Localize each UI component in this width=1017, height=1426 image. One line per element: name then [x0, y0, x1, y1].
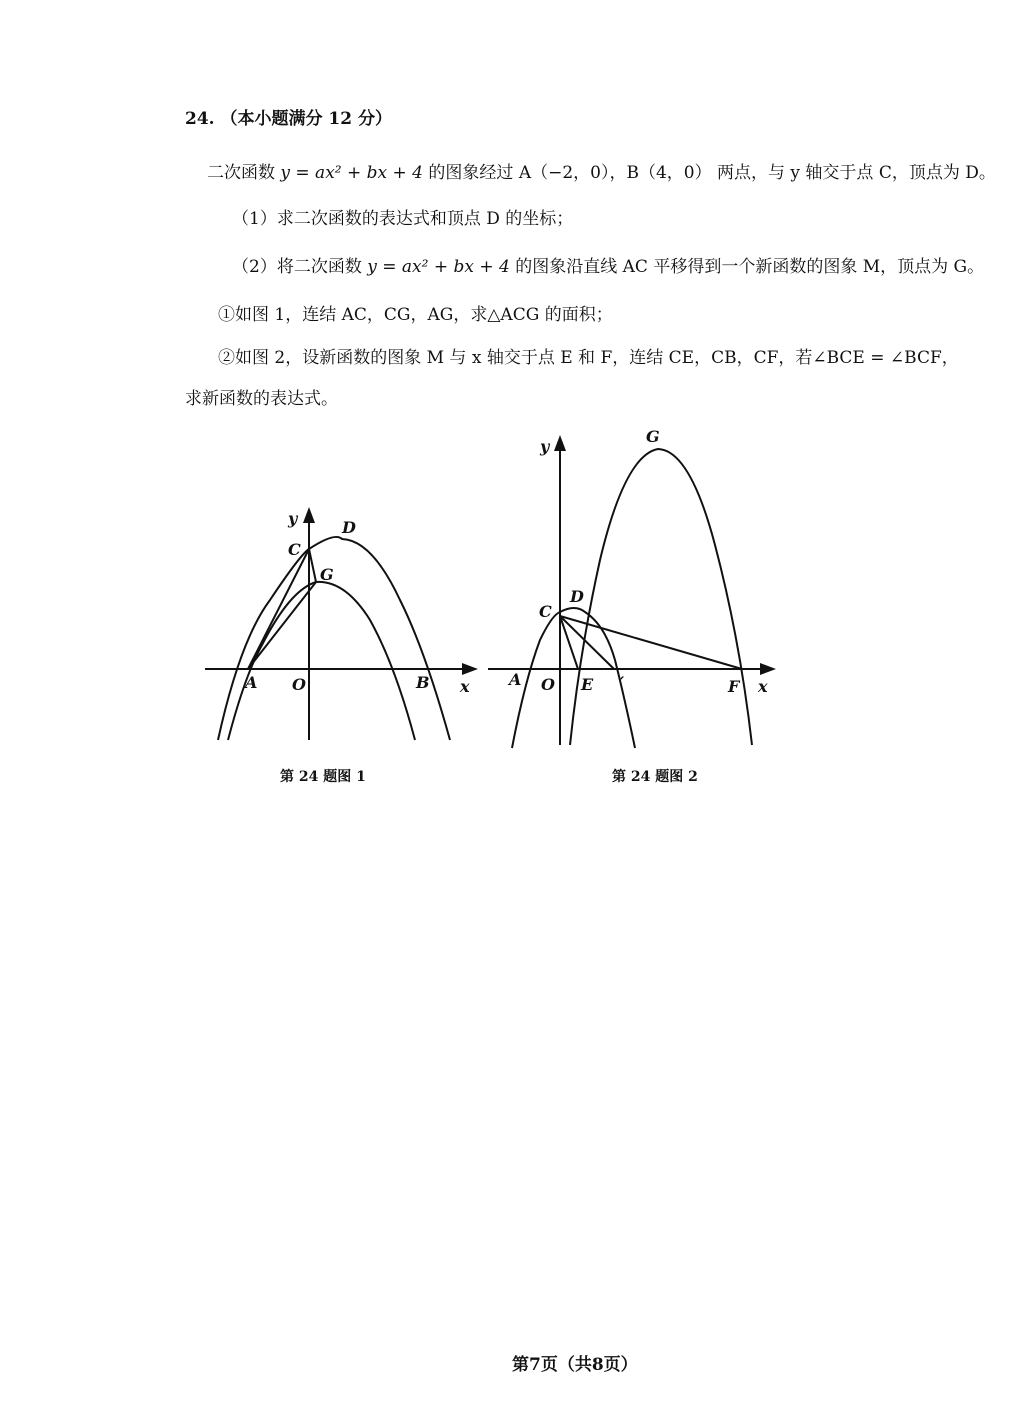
- page-footer: 第7页（共8页）: [512, 1355, 638, 1375]
- fig1-label-b: B: [416, 673, 430, 692]
- fig2-x-arrow: [760, 663, 776, 675]
- fig1-label-x: x: [460, 677, 470, 696]
- problem-points: （本小题满分 12 分）: [220, 109, 392, 129]
- stem-text-a: 二次函数: [207, 163, 281, 183]
- fig1-label-d: D: [342, 518, 356, 537]
- fig2-y-arrow: [554, 435, 566, 451]
- fig2-label-b: ′: [620, 673, 625, 692]
- fig1-label-g: G: [320, 565, 334, 584]
- q2-text-b: 的图象沿直线 AC 平移得到一个新函数的图象 M，顶点为 G。: [509, 257, 985, 277]
- stem-formula: y = ax² + bx + 4: [280, 163, 423, 183]
- fig2-label-e: E: [581, 675, 594, 694]
- q2-formula: y = ax² + bx + 4: [367, 257, 510, 277]
- point-a-coords: A（−2，0），: [518, 163, 627, 183]
- fig1-label-a: A: [245, 673, 258, 692]
- fig2-label-x: x: [758, 677, 768, 696]
- stem-text-b: 的图象经过: [423, 163, 519, 183]
- problem-number: 24.: [185, 109, 215, 129]
- figure-1-caption: 第 24 题图 1: [280, 769, 366, 785]
- fig2-label-d: D: [570, 587, 584, 606]
- question-2-part-2: ②如图 2，设新函数的图象 M 与 x 轴交于点 E 和 F，连结 CE，CB，CF，若∠BCE = ∠BCF，: [218, 348, 959, 368]
- fig2-label-o: O: [541, 675, 555, 694]
- point-b-coords: B（4，0）: [626, 163, 712, 183]
- q2-text-a: （2）将二次函数: [232, 257, 368, 277]
- fig1-label-o: O: [292, 675, 306, 694]
- question-1: （1）求二次函数的表达式和顶点 D 的坐标；: [232, 209, 574, 229]
- stem-text-c: 两点，与 y 轴交于点 C，顶点为 D。: [711, 163, 996, 183]
- fig2-label-c: C: [539, 602, 552, 621]
- fig2-label-g: G: [646, 427, 660, 446]
- fig1-label-y: y: [288, 509, 298, 528]
- question-2-part-2-continued: 求新函数的表达式。: [185, 389, 338, 409]
- fig2-label-f: F: [728, 677, 740, 696]
- figure-2-caption: 第 24 题图 2: [612, 769, 698, 785]
- fig2-label-a: A: [509, 670, 522, 689]
- fig1-label-c: C: [288, 540, 301, 559]
- fig2-label-y: y: [540, 437, 550, 456]
- fig2-parabola-shifted: [570, 449, 752, 745]
- question-2-part-1: ①如图 1，连结 AC，CG，AG，求△ACG 的面积；: [218, 305, 613, 325]
